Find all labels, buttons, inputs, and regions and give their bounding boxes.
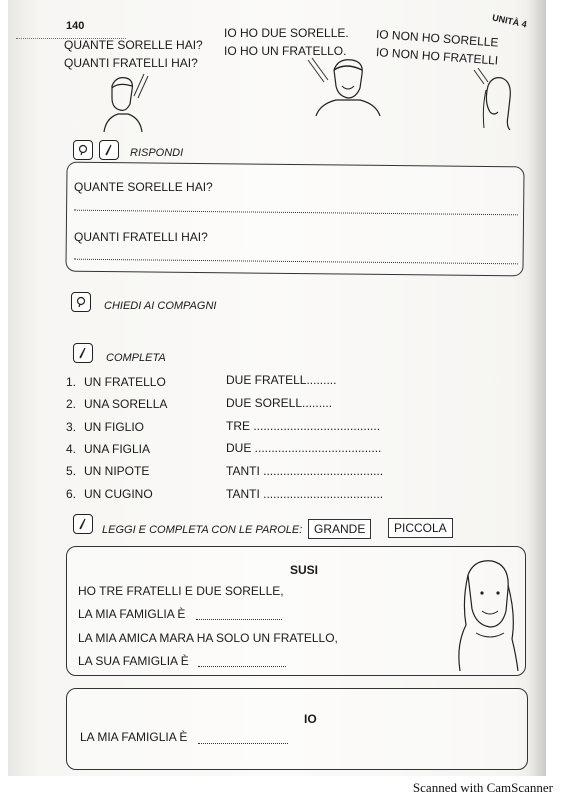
completa-label: COMPLETA: [106, 352, 166, 364]
man-answer-2: IO HO UN FRATELLO.: [224, 44, 347, 58]
girl-answer-1: IO NON HO SORELLE: [375, 27, 499, 50]
io-box: [66, 688, 528, 770]
boy-question-2: QUANTI FRATELLI HAI?: [64, 56, 198, 70]
girl-illustration: [448, 68, 518, 130]
row-5-number: 5.: [66, 464, 77, 478]
rispondi-label: RISPONDI: [130, 147, 184, 159]
row-6-plural[interactable]: TANTI ....................................: [226, 487, 384, 501]
scanner-footer: [0, 776, 565, 800]
io-blank-1[interactable]: [198, 743, 288, 744]
susi-blank-2[interactable]: [198, 666, 286, 667]
pencil-icon: [73, 343, 93, 363]
leggi-label: LEGGI E COMPLETA CON LE PAROLE:: [102, 524, 303, 536]
row-2-number: 2.: [66, 397, 77, 411]
boy-illustration: [98, 70, 168, 132]
susi-line-2: LA MIA FAMIGLIA È: [78, 607, 186, 621]
speaking-icon: [71, 292, 91, 312]
row-2-plural[interactable]: DUE SORELL.........: [226, 396, 333, 410]
page-number: 140: [66, 20, 85, 32]
row-6-singular: UN CUGINO: [84, 487, 153, 501]
susi-title: SUSI: [290, 563, 319, 577]
row-4-singular: UNA FIGLIA: [84, 442, 151, 456]
row-5-plural[interactable]: TANTI ....................................: [226, 464, 384, 478]
workbook-page: [8, 0, 546, 776]
row-3-plural[interactable]: TRE ......................................: [226, 419, 381, 433]
susi-blank-1[interactable]: [196, 619, 282, 620]
row-4-number: 4.: [66, 442, 77, 456]
row-5-singular: UN NIPOTE: [84, 464, 150, 478]
susi-line-3: LA MIA AMICA MARA HA SOLO UN FRATELLO,: [78, 631, 338, 645]
word-option-piccola: PICCOLA: [388, 518, 453, 538]
girl-answer-2: IO NON HO FRATELLI: [375, 45, 499, 68]
row-6-number: 6.: [66, 487, 77, 501]
row-3-number: 3.: [66, 420, 77, 434]
page-shadow: [528, 0, 546, 776]
unit-label: UNITÀ 4: [491, 12, 528, 30]
pencil-icon: [99, 140, 119, 160]
row-3-singular: UN FIGLIO: [84, 420, 145, 434]
row-1-singular: UN FRATELLO: [84, 375, 166, 389]
scanner-watermark: Scanned with CamScanner: [412, 780, 553, 795]
pencil-icon: [73, 514, 93, 534]
man-illustration: [298, 56, 394, 116]
word-option-grande: GRANDE: [308, 519, 371, 539]
speaking-icon: [73, 140, 93, 160]
row-1-number: 1.: [66, 375, 77, 389]
io-line-1: LA MIA FAMIGLIA È: [80, 730, 188, 744]
row-1-plural[interactable]: DUE FRATELL.........: [226, 373, 337, 387]
row-2-singular: UNA SORELLA: [84, 397, 168, 411]
susi-line-4: LA SUA FAMIGLIA È: [78, 654, 189, 668]
susi-line-1: HO TRE FRATELLI E DUE SORELLE,: [78, 584, 284, 598]
row-4-plural[interactable]: DUE ......................................: [226, 441, 382, 455]
boy-question-1: QUANTE SORELLE HAI?: [64, 38, 203, 52]
rispondi-question-2: QUANTI FRATELLI HAI?: [74, 230, 208, 244]
rispondi-question-1: QUANTE SORELLE HAI?: [74, 180, 213, 194]
susi-illustration: [446, 555, 522, 671]
man-answer-1: IO HO DUE SORELLE.: [224, 26, 349, 40]
io-title: IO: [304, 712, 317, 726]
chiedi-label: CHIEDI AI COMPAGNI: [104, 300, 217, 312]
